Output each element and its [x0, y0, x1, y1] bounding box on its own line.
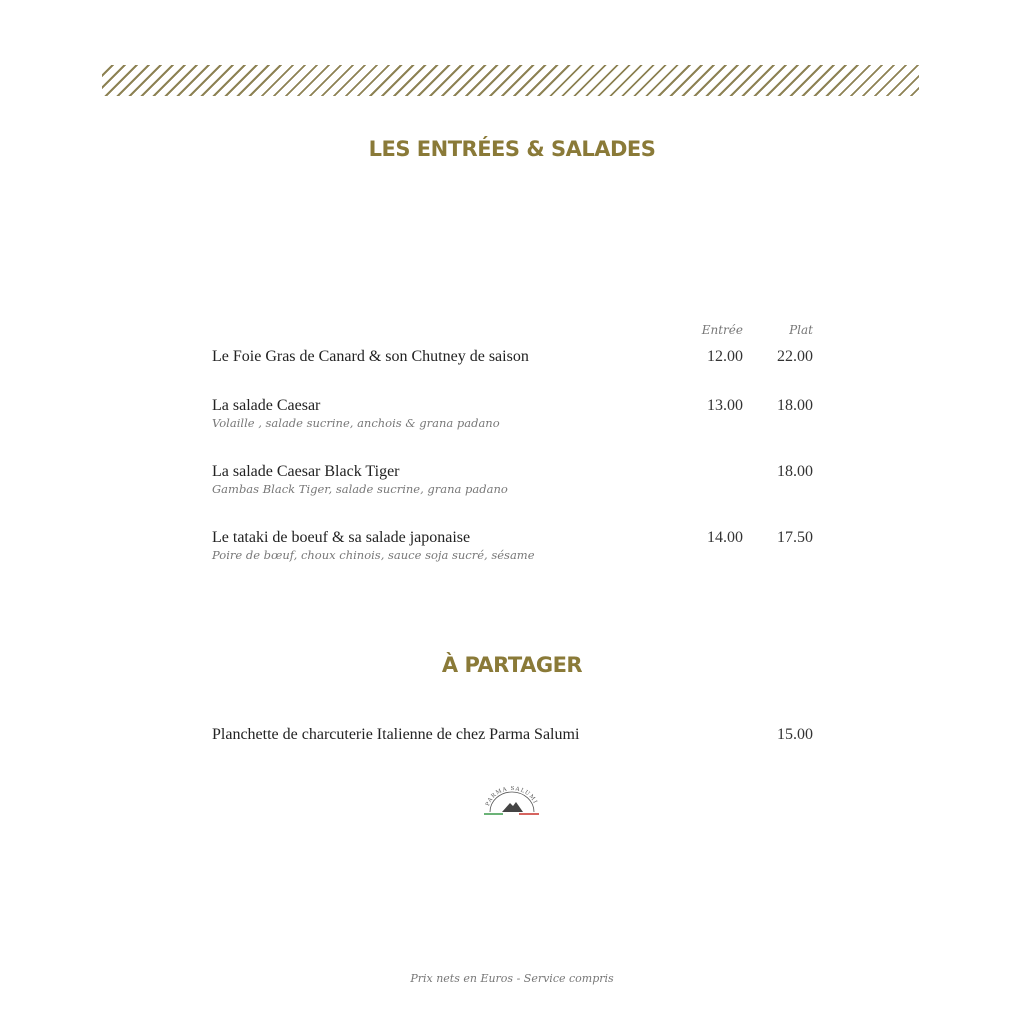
item-description: Poire de bœuf, choux chinois, sauce soja sucré, sésame — [212, 548, 535, 562]
item-name: La salade Caesar Black Tiger — [212, 463, 400, 480]
mountain-logo-icon — [482, 786, 542, 816]
price-plat: 22.00 — [777, 348, 813, 365]
svg-text:PARMA SALUMI: PARMA SALUMI — [485, 786, 539, 808]
menu-item — [212, 529, 822, 563]
item-description: Volaille , salade sucrine, anchois & grana padano — [212, 416, 500, 430]
menu-item — [212, 397, 822, 431]
menu-item — [212, 726, 822, 744]
price-plat: 18.00 — [777, 397, 813, 414]
parma-salumi-logo — [482, 786, 542, 816]
price-entree: 13.00 — [707, 397, 743, 414]
footer-note: Prix nets en Euros - Service compris — [410, 972, 614, 985]
price-plat: 18.00 — [777, 463, 813, 480]
item-name: Planchette de charcuterie Italienne de chez Parma Salumi — [212, 726, 580, 743]
section-title-entrees: LES ENTRÉES & SALADES — [368, 137, 656, 161]
item-description: Gambas Black Tiger, salade sucrine, grana padano — [212, 482, 508, 496]
price-plat: 15.00 — [777, 726, 813, 743]
item-name: Le tataki de boeuf & sa salade japonaise — [212, 529, 471, 546]
section-title-partager: À PARTAGER — [441, 653, 583, 677]
item-name: Le Foie Gras de Canard & son Chutney de saison — [212, 348, 529, 365]
column-header-plat: Plat — [789, 323, 813, 337]
price-entree: 14.00 — [707, 529, 743, 546]
price-plat: 17.50 — [777, 529, 813, 546]
item-name: La salade Caesar — [212, 397, 321, 414]
column-header-entree: Entrée — [701, 323, 743, 337]
menu-item — [212, 348, 822, 366]
decorative-stripe-band — [102, 65, 919, 96]
price-entree: 12.00 — [707, 348, 743, 365]
menu-item — [212, 463, 822, 497]
